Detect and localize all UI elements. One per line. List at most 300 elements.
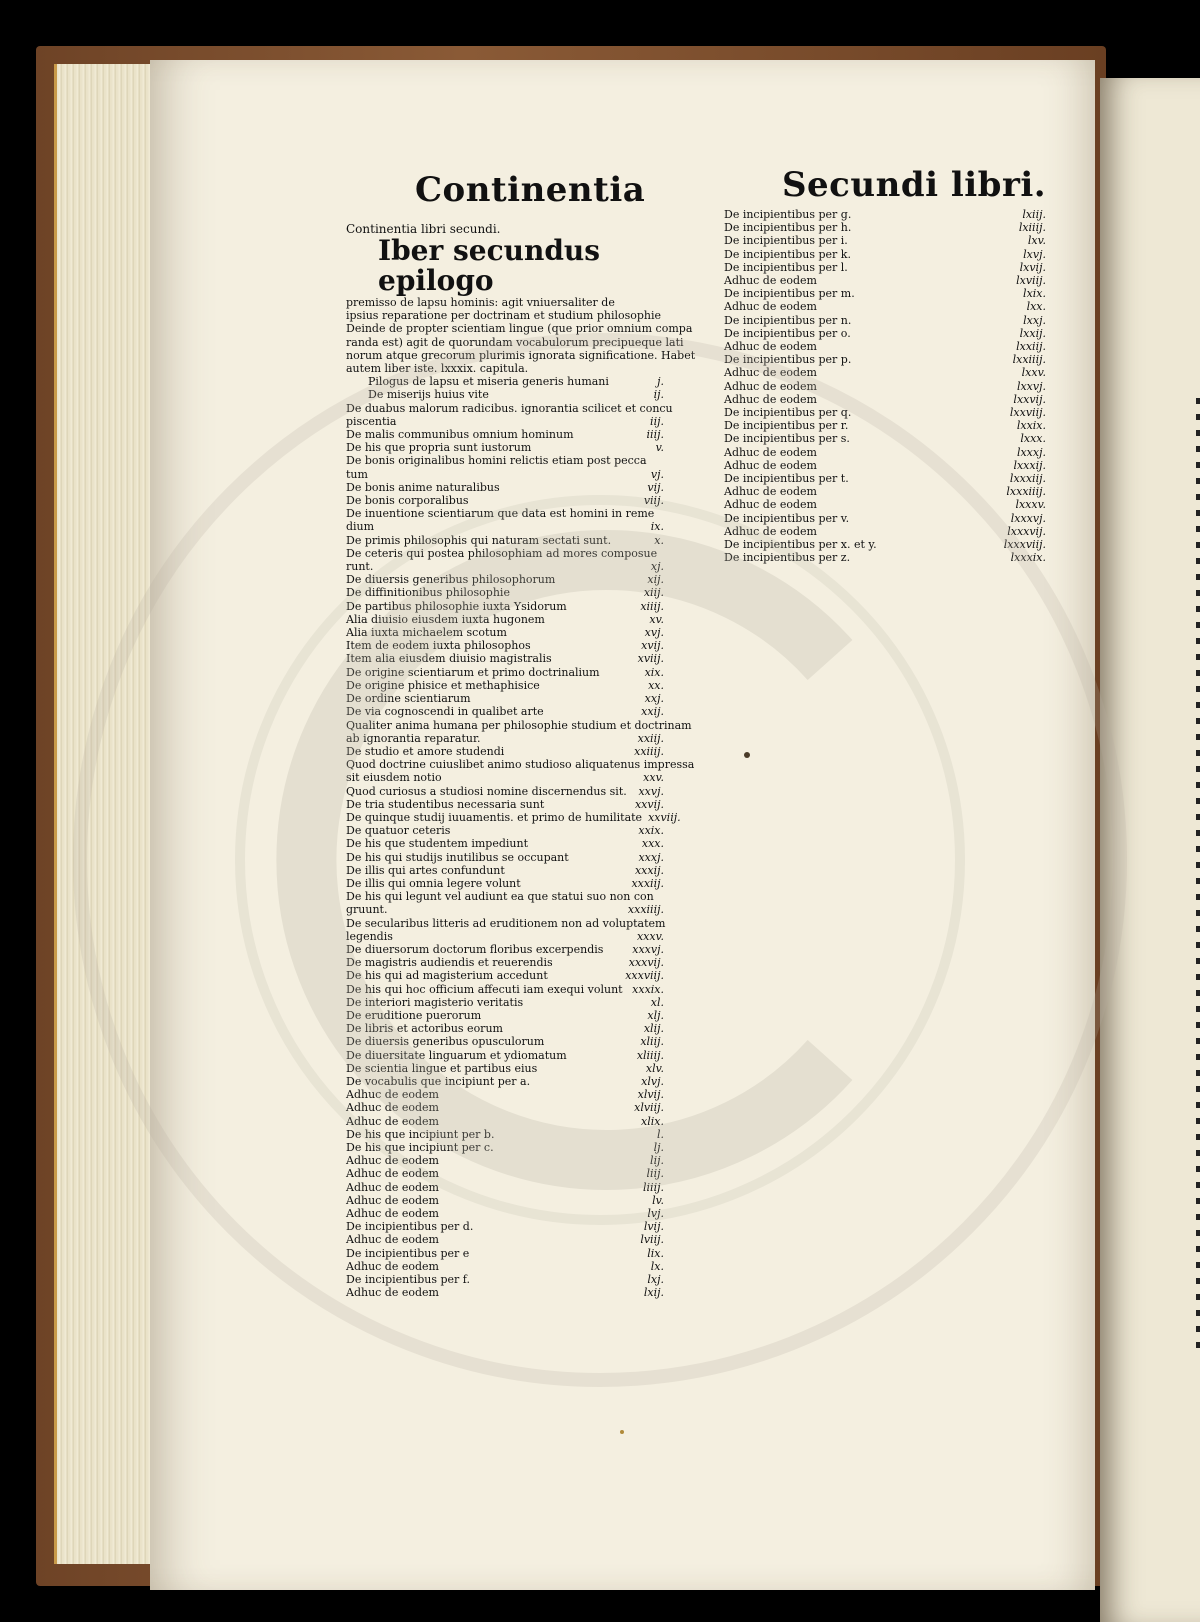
chapter-title: De via cognoscendi in qualibet arte bbox=[346, 705, 544, 719]
chapter-title: De diuersis generibus philosophorum bbox=[346, 573, 556, 587]
chapter-number: l. bbox=[656, 1127, 664, 1141]
chapter-entry bbox=[346, 1247, 664, 1260]
chapter-title: Alia diuisio eiusdem iuxta hugonem bbox=[346, 612, 545, 626]
chapter-entry bbox=[346, 573, 664, 586]
chapter-entry bbox=[724, 261, 1046, 274]
chapter-entry bbox=[346, 705, 664, 718]
chapter-entry bbox=[724, 538, 1046, 551]
chapter-title: De incipientibus per r. bbox=[724, 419, 849, 433]
chapter-entry bbox=[724, 512, 1046, 525]
chapter-number: lij. bbox=[650, 1154, 664, 1168]
chapter-entry bbox=[724, 459, 1046, 472]
chapter-entry bbox=[346, 837, 664, 850]
chapter-title: De malis communibus omnium hominum bbox=[346, 428, 574, 442]
chapter-entry bbox=[724, 432, 1046, 445]
chapter-entry bbox=[346, 1207, 664, 1220]
chapter-title: De incipientibus per i. bbox=[724, 234, 848, 248]
chapter-number: xxvj. bbox=[638, 784, 664, 798]
chapter-title: De interiori magisterio veritatis bbox=[346, 995, 524, 1009]
chapter-title: Adhuc de eodem bbox=[346, 1286, 439, 1300]
chapter-title: Adhuc de eodem bbox=[724, 274, 817, 288]
chapter-number: xij. bbox=[647, 573, 664, 587]
ink-spot bbox=[744, 752, 750, 758]
chapter-number: vij. bbox=[647, 480, 664, 494]
intro-line: premisso de lapsu hominis: agit vniuersaliter de bbox=[346, 296, 615, 309]
chapter-entry-continuation bbox=[346, 415, 664, 428]
chapter-entry bbox=[724, 274, 1046, 287]
chapter-title: Adhuc de eodem bbox=[346, 1207, 439, 1221]
chapter-title-continuation: runt. bbox=[346, 560, 374, 574]
chapter-entry bbox=[724, 393, 1046, 406]
intro-line: randa est) agit de quorundam vocabulorum precipueque lati bbox=[346, 335, 684, 349]
chapter-title: Adhuc de eodem bbox=[724, 524, 817, 538]
chapter-entry bbox=[346, 1141, 664, 1154]
chapter-entry bbox=[724, 248, 1046, 261]
chapter-title: De quinque studij iuuamentis. et primo de humilitate bbox=[346, 810, 643, 824]
chapter-entry bbox=[346, 547, 664, 560]
chapter-number: ij. bbox=[653, 388, 664, 402]
chapter-title: De illis qui omnia legere volunt bbox=[346, 876, 521, 890]
chapter-number: lxx. bbox=[1026, 300, 1046, 314]
intro-line: norum atque grecorum plurimis ignorata significatione. Habet bbox=[346, 348, 696, 362]
chapter-number: lix. bbox=[647, 1246, 664, 1260]
chapter-number: xlj. bbox=[647, 1008, 664, 1022]
chapter-number: lxxxiiij. bbox=[1006, 485, 1046, 499]
chapter-number: xxxiiij. bbox=[627, 903, 664, 917]
chapter-number: lxxx. bbox=[1020, 432, 1046, 446]
chapter-title: Adhuc de eodem bbox=[724, 366, 817, 380]
chapter-title: De incipientibus per t. bbox=[724, 472, 849, 486]
chapter-entry bbox=[346, 639, 664, 652]
chapter-number: xxij. bbox=[641, 705, 664, 719]
chapter-entry bbox=[346, 401, 673, 415]
chapter-entry bbox=[346, 679, 664, 692]
chapter-number: lxxxix. bbox=[1010, 551, 1046, 565]
chapter-entry bbox=[346, 1022, 664, 1035]
chapter-entry bbox=[346, 864, 664, 877]
chapter-title-continuation: sit eiusdem notio bbox=[346, 771, 442, 785]
chapter-entry-continuation bbox=[346, 930, 664, 943]
chapter-title: De his que propria sunt iustorum bbox=[346, 441, 532, 455]
chapter-title-continuation: tum bbox=[346, 467, 368, 481]
chapter-title: De duabus malorum radicibus. ignorantia scilicet et concu bbox=[346, 401, 673, 415]
chapter-entry bbox=[346, 586, 664, 599]
chapter-title: Adhuc de eodem bbox=[724, 458, 817, 472]
chapter-title: De his que studentem impediunt bbox=[346, 837, 528, 851]
chapter-number: xliiij. bbox=[636, 1048, 664, 1062]
chapter-title: De tria studentibus necessaria sunt bbox=[346, 797, 545, 811]
chapter-title: De his qui ad magisterium accedunt bbox=[346, 969, 548, 983]
chapter-entry bbox=[724, 380, 1046, 393]
chapter-number: xxxij. bbox=[634, 863, 664, 877]
chapter-title: De diuersitate linguarum et ydiomatum bbox=[346, 1048, 567, 1062]
chapter-number: lv. bbox=[652, 1193, 664, 1207]
chapter-entry bbox=[724, 366, 1046, 379]
chapter-title: De illis qui artes confundunt bbox=[346, 863, 505, 877]
chapter-entry bbox=[346, 441, 664, 454]
chapter-number: vj. bbox=[650, 467, 664, 481]
chapter-title: Quod curiosus a studiosi nomine discernendus sit. bbox=[346, 784, 627, 798]
chapter-number: xx. bbox=[648, 678, 664, 692]
chapter-entry bbox=[724, 300, 1046, 313]
chapter-number: xxxvij. bbox=[628, 956, 664, 970]
chapter-number: xxxv. bbox=[636, 929, 664, 943]
chapter-entry bbox=[346, 996, 664, 1009]
chapter-entry bbox=[346, 969, 664, 982]
chapter-entry bbox=[724, 525, 1046, 538]
chapter-title: Pilogus de lapsu et miseria generis humani bbox=[368, 375, 609, 389]
chapter-number: xxviij. bbox=[648, 810, 681, 824]
chapter-title-continuation: gruunt. bbox=[346, 903, 388, 917]
chapter-title: Adhuc de eodem bbox=[724, 300, 817, 314]
chapter-title: De primis philosophis qui naturam sectati sunt. bbox=[346, 533, 612, 547]
intro-lines bbox=[346, 296, 696, 376]
chapter-number: lxj. bbox=[647, 1273, 664, 1287]
chapter-entry bbox=[346, 1233, 664, 1246]
chapter-entry bbox=[346, 877, 664, 890]
chapter-entry bbox=[346, 534, 664, 547]
chapter-number: xxvij. bbox=[634, 797, 664, 811]
chapter-number: xxxvj. bbox=[632, 942, 664, 956]
intro-line: autem liber iste. lxxxix. capitula. bbox=[346, 362, 529, 376]
chapter-entry bbox=[724, 327, 1046, 340]
chapter-title: De diuersis generibus opusculorum bbox=[346, 1035, 545, 1049]
chapter-title: De incipientibus per e bbox=[346, 1246, 470, 1260]
chapter-number: lxxv. bbox=[1021, 366, 1046, 380]
chapter-number: lxxxij. bbox=[1013, 458, 1046, 472]
chapter-number: xxix. bbox=[638, 824, 664, 838]
chapter-entry bbox=[346, 1260, 664, 1273]
chapter-number: lxxvij. bbox=[1013, 392, 1046, 406]
chapter-entry bbox=[346, 1075, 664, 1088]
chapter-entry bbox=[346, 943, 664, 956]
chapter-title: Qualiter anima humana per philosophie studium et doctrinam bbox=[346, 718, 692, 732]
chapter-entry bbox=[346, 1273, 664, 1286]
chapter-entry bbox=[724, 498, 1046, 511]
chapter-number: xxxj. bbox=[638, 850, 664, 864]
chapter-entry bbox=[346, 692, 664, 705]
chapter-number: lj. bbox=[653, 1141, 664, 1154]
chapter-entry bbox=[346, 785, 664, 798]
chapter-entry bbox=[346, 613, 664, 626]
chapter-entry bbox=[724, 551, 1046, 564]
chapter-number: xxxiij. bbox=[631, 876, 664, 890]
chapter-title: De incipientibus per d. bbox=[346, 1220, 474, 1234]
ink-spot bbox=[620, 1430, 624, 1434]
chapter-entry bbox=[346, 652, 664, 665]
chapter-title: De his qui legunt vel audiunt ea que statui suo non con bbox=[346, 890, 654, 904]
chapter-number: lxxxj. bbox=[1016, 445, 1046, 459]
chapter-number: viij. bbox=[643, 494, 664, 508]
chapter-entry bbox=[724, 419, 1046, 432]
intro-incipit: Iber secundus epilogo bbox=[378, 234, 601, 297]
chapter-entry bbox=[346, 1009, 664, 1022]
chapter-number: lxiij. bbox=[1022, 208, 1046, 221]
chapter-number: lxxiiij. bbox=[1012, 353, 1046, 367]
chapter-title: Adhuc de eodem bbox=[346, 1167, 439, 1181]
chapter-title: Quod doctrine cuiuslibet animo studioso aliquatenus impressa bbox=[346, 758, 695, 772]
chapter-number: lxxxvij. bbox=[1007, 524, 1046, 538]
chapter-entry bbox=[346, 810, 681, 824]
chapter-entry bbox=[346, 1154, 664, 1167]
chapter-entry bbox=[724, 208, 1046, 221]
chapter-title: Adhuc de eodem bbox=[724, 392, 817, 406]
chapter-list-left bbox=[346, 375, 695, 1300]
chapter-entry-continuation bbox=[346, 468, 664, 481]
chapter-number: lxxj. bbox=[1023, 313, 1046, 327]
chapter-entry bbox=[724, 221, 1046, 234]
chapter-number: xxxviij. bbox=[625, 969, 664, 983]
chapter-title: De diffinitionibus philosophie bbox=[346, 586, 510, 600]
chapter-number: lxviij. bbox=[1016, 274, 1046, 288]
chapter-entry bbox=[346, 1035, 664, 1048]
chapter-number: lxxxv. bbox=[1015, 498, 1046, 512]
chapter-entry bbox=[346, 745, 664, 758]
running-head-left: Continentia bbox=[415, 170, 646, 210]
chapter-entry bbox=[724, 234, 1046, 247]
chapter-entry bbox=[346, 481, 664, 494]
chapter-number: lvij. bbox=[643, 1220, 664, 1234]
chapter-entry bbox=[346, 1286, 664, 1299]
chapter-number: lxxxvj. bbox=[1010, 511, 1046, 525]
chapter-entry bbox=[346, 758, 695, 772]
chapter-number: xv. bbox=[649, 612, 664, 626]
chapter-number: xlix. bbox=[641, 1114, 664, 1128]
chapter-entry bbox=[346, 798, 664, 811]
chapter-number: lxxij. bbox=[1019, 326, 1046, 340]
chapter-title: De libris et actoribus eorum bbox=[346, 1022, 503, 1036]
chapter-number: xlv. bbox=[645, 1061, 664, 1075]
chapter-entry bbox=[346, 600, 664, 613]
chapter-entry bbox=[346, 494, 664, 507]
chapter-entry-continuation bbox=[346, 560, 664, 573]
chapter-title: Adhuc de eodem bbox=[346, 1088, 439, 1102]
chapter-entry bbox=[346, 1115, 664, 1128]
chapter-title: De incipientibus per l. bbox=[724, 260, 848, 274]
chapter-title: De origine phisice et methaphisice bbox=[346, 678, 540, 692]
chapter-title: Adhuc de eodem bbox=[346, 1101, 439, 1115]
chapter-entry bbox=[346, 375, 664, 388]
chapter-number: lxv. bbox=[1027, 234, 1046, 248]
chapter-number: lxxviij. bbox=[1009, 406, 1046, 420]
chapter-number: xxxix. bbox=[632, 982, 664, 996]
chapter-entry bbox=[346, 718, 692, 732]
chapter-entry bbox=[346, 1194, 664, 1207]
chapter-title: De studio et amore studendi bbox=[346, 744, 505, 758]
chapter-entry bbox=[724, 340, 1046, 353]
chapter-title: Adhuc de eodem bbox=[346, 1154, 439, 1168]
facing-page-text-edge bbox=[1196, 398, 1200, 1358]
chapter-number: lxiiij. bbox=[1018, 221, 1046, 235]
chapter-title-continuation: dium bbox=[346, 520, 375, 534]
chapter-entry bbox=[346, 507, 664, 520]
chapter-title: De quatuor ceteris bbox=[346, 824, 451, 838]
chapter-title: De bonis anime naturalibus bbox=[346, 480, 500, 494]
chapter-title: Adhuc de eodem bbox=[724, 485, 817, 499]
contents-column-left bbox=[346, 222, 696, 1300]
chapter-entry bbox=[346, 1128, 664, 1141]
chapter-title: De bonis corporalibus bbox=[346, 494, 469, 508]
chapter-entry bbox=[346, 428, 664, 441]
chapter-number: xiiij. bbox=[640, 599, 664, 613]
chapter-number: xxiij. bbox=[637, 731, 664, 745]
chapter-title: De ceteris qui postea philosophiam ad mores composue bbox=[346, 546, 658, 560]
chapter-title: Adhuc de eodem bbox=[346, 1259, 439, 1273]
chapter-entry bbox=[346, 1181, 664, 1194]
chapter-title-continuation: piscentia bbox=[346, 414, 397, 428]
chapter-number: xiij. bbox=[643, 586, 664, 600]
chapter-number: lxxix. bbox=[1016, 419, 1046, 433]
chapter-number: xix. bbox=[644, 665, 664, 679]
chapter-number: j. bbox=[657, 375, 664, 389]
chapter-title: De ordine scientiarum bbox=[346, 692, 471, 706]
intro-top-line: Continentia libri secundi. bbox=[346, 222, 501, 236]
chapter-entry bbox=[346, 1220, 664, 1233]
chapter-entry bbox=[346, 626, 664, 639]
chapter-number: lxxiij. bbox=[1016, 340, 1046, 354]
chapter-number: xxj. bbox=[644, 692, 664, 706]
chapter-title: Adhuc de eodem bbox=[724, 445, 817, 459]
chapter-number: lx. bbox=[650, 1259, 664, 1273]
chapter-number: xxiiij. bbox=[634, 744, 664, 758]
chapter-number: xlviij. bbox=[634, 1101, 664, 1115]
chapter-title: De magistris audiendis et reuerendis bbox=[346, 956, 553, 970]
chapter-entry-continuation bbox=[346, 903, 664, 916]
chapter-title: De secularibus litteris ad eruditionem non ad voluptatem bbox=[346, 916, 666, 930]
chapter-title: De partibus philosophie iuxta Ysidorum bbox=[346, 599, 567, 613]
chapter-number: lxij. bbox=[643, 1286, 664, 1300]
chapter-title: De inuentione scientiarum que data est homini in reme bbox=[346, 507, 655, 521]
chapter-title: Adhuc de eodem bbox=[724, 498, 817, 512]
chapter-title: De origine scientiarum et primo doctrinalium bbox=[346, 665, 600, 679]
chapter-number: xxx. bbox=[641, 837, 664, 851]
running-head-right: Secundi libri. bbox=[782, 165, 1047, 205]
chapter-number: lxxvj. bbox=[1016, 379, 1046, 393]
chapter-entry bbox=[724, 353, 1046, 366]
intro-line: Deinde de propter scientiam lingue (que prior omnium compa bbox=[346, 322, 693, 336]
chapter-number: xlij. bbox=[643, 1022, 664, 1036]
chapter-title: De incipientibus per v. bbox=[724, 511, 850, 525]
chapter-title: De incipientibus per h. bbox=[724, 221, 852, 235]
chapter-number: liij. bbox=[646, 1167, 664, 1181]
chapter-title: De incipientibus per f. bbox=[346, 1273, 470, 1287]
chapter-title: Item de eodem iuxta philosophos bbox=[346, 639, 531, 653]
chapter-entry bbox=[346, 890, 664, 903]
chapter-entry bbox=[724, 472, 1046, 485]
chapter-number: lvj. bbox=[647, 1207, 664, 1221]
chapter-title: De incipientibus per k. bbox=[724, 247, 851, 261]
chapter-number: xl. bbox=[650, 995, 664, 1009]
chapter-entry bbox=[724, 314, 1046, 327]
chapter-entry bbox=[724, 485, 1046, 498]
chapter-title: De incipientibus per q. bbox=[724, 406, 852, 420]
chapter-entry bbox=[724, 406, 1046, 419]
chapter-title: De his qui hoc officium affecuti iam exequi volunt bbox=[346, 982, 623, 996]
chapter-number: lxxxviij. bbox=[1003, 538, 1046, 552]
chapter-title-continuation: ab ignorantia reparatur. bbox=[346, 731, 481, 745]
chapter-number: xliij. bbox=[640, 1035, 664, 1049]
chapter-title: Adhuc de eodem bbox=[724, 340, 817, 354]
chapter-entry-continuation bbox=[346, 520, 664, 533]
chapter-number: xlvij. bbox=[637, 1088, 664, 1102]
chapter-entry bbox=[346, 1101, 664, 1114]
chapter-number: iiij. bbox=[646, 428, 664, 442]
chapter-title: Adhuc de eodem bbox=[346, 1180, 439, 1194]
chapter-number: lxvij. bbox=[1019, 260, 1046, 274]
chapter-entry bbox=[346, 1062, 664, 1075]
chapter-entry bbox=[346, 1088, 664, 1101]
chapter-title: De bonis originalibus homini relictis etiam post pecca bbox=[346, 454, 647, 468]
chapter-title: De miserijs huius vite bbox=[368, 388, 489, 402]
chapter-entry bbox=[346, 983, 664, 996]
chapter-title: De vocabulis que incipiunt per a. bbox=[346, 1074, 531, 1088]
chapter-number: ix. bbox=[650, 520, 664, 534]
chapter-title: De his qui studijs inutilibus se occupant bbox=[346, 850, 569, 864]
chapter-title: De his que incipiunt per b. bbox=[346, 1127, 495, 1141]
chapter-entry bbox=[346, 666, 664, 679]
intro-block bbox=[346, 222, 696, 376]
chapter-entry bbox=[346, 824, 664, 837]
chapter-title: De incipientibus per g. bbox=[724, 208, 852, 221]
chapter-title: Alia iuxta michaelem scotum bbox=[346, 626, 507, 640]
chapter-entry bbox=[346, 388, 664, 401]
chapter-entry-continuation bbox=[346, 771, 664, 784]
chapter-title: De incipientibus per n. bbox=[724, 313, 852, 327]
chapter-title: De incipientibus per o. bbox=[724, 326, 851, 340]
chapter-number: x. bbox=[654, 533, 664, 547]
chapter-title: De incipientibus per m. bbox=[724, 287, 855, 301]
chapter-number: xvj. bbox=[644, 626, 664, 640]
chapter-entry bbox=[724, 287, 1046, 300]
intro-line: ipsius reparatione per doctrinam et studium philosophie bbox=[346, 309, 662, 323]
chapter-title: Item alia eiusdem diuisio magistralis bbox=[346, 652, 552, 666]
chapter-entry bbox=[346, 1167, 664, 1180]
chapter-title: De incipientibus per z. bbox=[724, 551, 851, 565]
chapter-number: lxxxiij. bbox=[1009, 472, 1046, 486]
chapter-title: Adhuc de eodem bbox=[346, 1114, 439, 1128]
chapter-entry bbox=[346, 851, 664, 864]
chapter-title: De scientia lingue et partibus eius bbox=[346, 1061, 538, 1075]
contents-column-right bbox=[724, 208, 1046, 564]
chapter-title: De incipientibus per p. bbox=[724, 353, 852, 367]
facing-page-edge bbox=[1100, 78, 1200, 1622]
chapter-number: xvij. bbox=[641, 639, 664, 653]
chapter-number: xxv. bbox=[643, 771, 664, 785]
chapter-number: lxix. bbox=[1023, 287, 1046, 301]
chapter-list-right bbox=[724, 208, 1046, 564]
chapter-title: De incipientibus per s. bbox=[724, 432, 850, 446]
chapter-entry bbox=[346, 454, 664, 467]
chapter-number: lxvj. bbox=[1023, 247, 1046, 261]
chapter-entry bbox=[346, 956, 664, 969]
chapter-entry bbox=[346, 917, 664, 930]
chapter-title: Adhuc de eodem bbox=[346, 1193, 439, 1207]
chapter-entry-continuation bbox=[346, 732, 664, 745]
chapter-number: xj. bbox=[650, 560, 664, 574]
chapter-number: v. bbox=[655, 441, 664, 455]
chapter-title: De eruditione puerorum bbox=[346, 1008, 482, 1022]
chapter-number: xviij. bbox=[637, 652, 664, 666]
chapter-entry bbox=[346, 1049, 664, 1062]
chapter-title: Adhuc de eodem bbox=[346, 1233, 439, 1247]
chapter-title: Adhuc de eodem bbox=[724, 379, 817, 393]
chapter-number: liiij. bbox=[643, 1180, 664, 1194]
chapter-entry bbox=[724, 446, 1046, 459]
chapter-number: lviij. bbox=[640, 1233, 664, 1247]
chapter-number: iij. bbox=[650, 414, 664, 428]
chapter-title: De his que incipiunt per c. bbox=[346, 1141, 494, 1154]
chapter-title: De diuersorum doctorum floribus excerpendis bbox=[346, 942, 604, 956]
